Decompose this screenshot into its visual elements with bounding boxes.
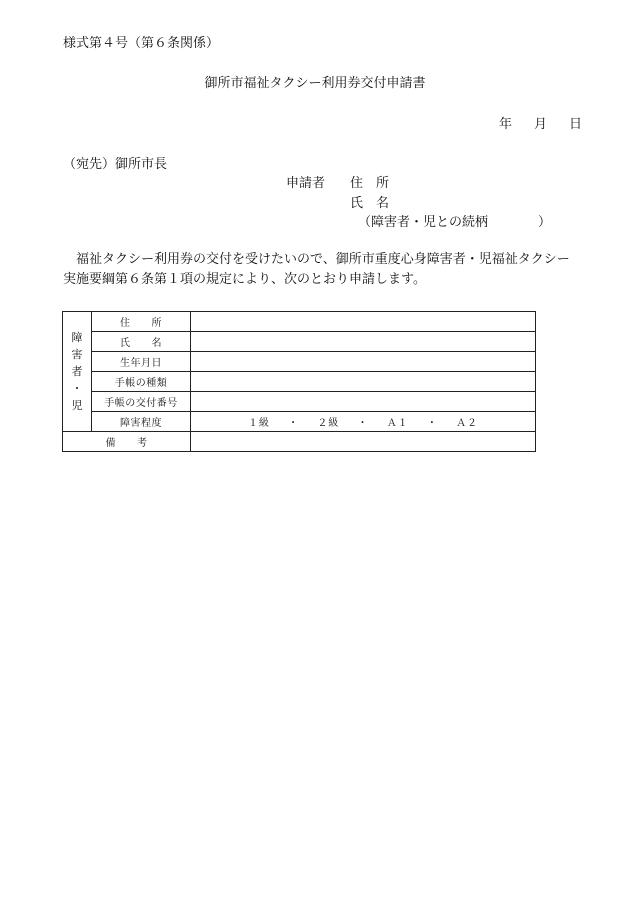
table-row bbox=[63, 432, 536, 452]
row-label-disability-grade: 障害程度 bbox=[92, 412, 191, 432]
statement-line-1: 福祉タクシー利用券の交付を受けたいので、御所市重度心身障害者・児福祉タクシー bbox=[76, 252, 570, 267]
table-row bbox=[63, 372, 536, 392]
row-label-address: 住 所 bbox=[92, 312, 191, 332]
grade-option-1[interactable]: １級 bbox=[247, 418, 270, 429]
document-title: 御所市福祉タクシー利用券交付申請書 bbox=[204, 76, 426, 91]
relation-label: （障害者・児との続柄 bbox=[358, 215, 489, 230]
applicant-address-label: 住 所 bbox=[350, 176, 390, 191]
relation-close: ） bbox=[538, 215, 552, 230]
side-char: 害 bbox=[71, 348, 83, 361]
row-label-handbook-number: 手帳の交付番号 bbox=[92, 392, 191, 412]
form-number: 様式第４号（第６条関係） bbox=[63, 36, 220, 51]
applicant-label: 申請者 bbox=[286, 176, 326, 191]
date-day-label: 日 bbox=[568, 117, 582, 132]
handbook-number-field[interactable] bbox=[191, 392, 536, 412]
addressee: （宛先）御所市長 bbox=[63, 157, 168, 172]
applicant-name-label: 氏 名 bbox=[350, 196, 390, 211]
grade-option-a2[interactable]: Ａ２ bbox=[456, 418, 479, 429]
date-year-label: 年 bbox=[498, 117, 512, 132]
grade-separator: ・ bbox=[357, 418, 369, 429]
table-row bbox=[63, 352, 536, 372]
table-row bbox=[63, 392, 536, 412]
table-row bbox=[63, 312, 536, 332]
remarks-field[interactable] bbox=[191, 432, 536, 452]
date-month-label: 月 bbox=[533, 117, 547, 132]
date-line bbox=[499, 113, 582, 132]
side-char: 障 bbox=[71, 331, 83, 344]
table-row bbox=[63, 332, 536, 352]
side-char: ・ bbox=[71, 382, 83, 395]
side-char: 者 bbox=[71, 365, 83, 378]
grade-option-a1[interactable]: Ａ１ bbox=[386, 418, 409, 429]
application-statement bbox=[63, 250, 588, 290]
handbook-type-field[interactable] bbox=[191, 372, 536, 392]
name-field[interactable] bbox=[191, 332, 536, 352]
disability-grade-options bbox=[191, 412, 536, 432]
applicant-relation bbox=[358, 211, 551, 230]
grade-option-2[interactable]: ２級 bbox=[317, 418, 340, 429]
statement-line-2: 実施要綱第６条第１項の規定により、次のとおり申請します。 bbox=[63, 272, 426, 287]
row-label-remarks: 備 考 bbox=[63, 432, 191, 452]
row-label-birthdate: 生年月日 bbox=[92, 352, 191, 372]
grade-separator: ・ bbox=[426, 418, 438, 429]
row-label-name: 氏 名 bbox=[92, 332, 191, 352]
application-table bbox=[62, 311, 536, 452]
row-label-handbook-type: 手帳の種類 bbox=[92, 372, 191, 392]
birthdate-field[interactable] bbox=[191, 352, 536, 372]
table-row bbox=[63, 412, 536, 432]
address-field[interactable] bbox=[191, 312, 536, 332]
side-label-disabled-person bbox=[63, 312, 92, 432]
side-char: 児 bbox=[71, 399, 83, 412]
grade-separator: ・ bbox=[288, 418, 300, 429]
